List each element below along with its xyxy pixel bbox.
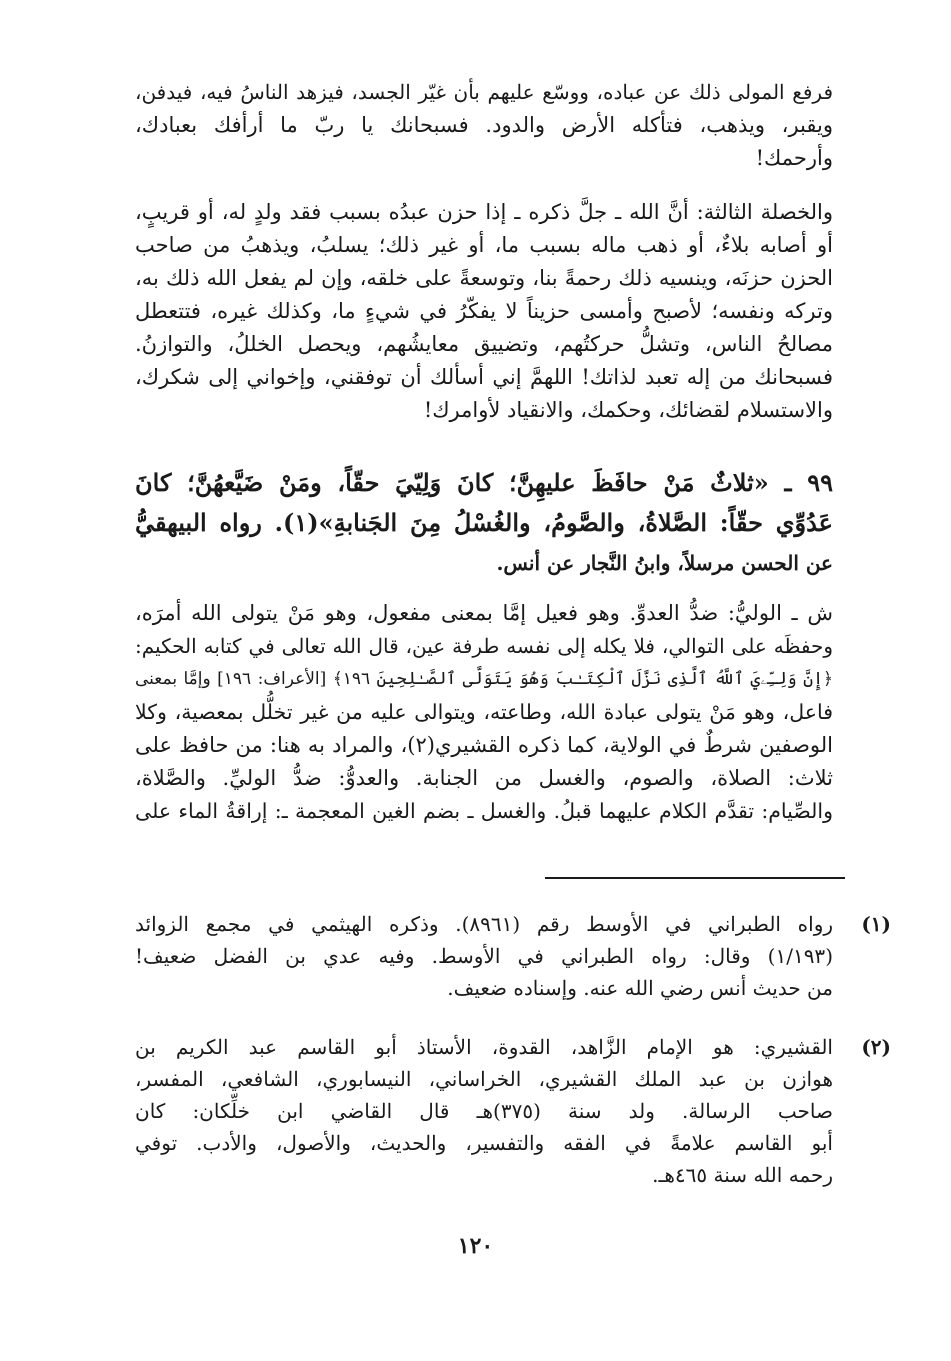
footnote-line: هوازن بن عبد الملك القشيري، الخراساني، النيسابوري، الشافعي، المفسر، bbox=[135, 1067, 833, 1091]
text-line: ثلاث: الصلاة، والصوم، والغسل من الجنابة. والعدوُّ: ضدُّ الوليِّ. والصَّلاة، bbox=[135, 766, 833, 790]
commentary bbox=[135, 597, 833, 828]
page-number: ١٢٠ bbox=[457, 1233, 494, 1259]
text-line: والاستسلام لقضائك، وحكمك، والانقياد لأوامرك! bbox=[423, 398, 833, 422]
footnote-separator bbox=[545, 877, 845, 879]
text-line: والخصلة الثالثة: أنَّ الله ـ جلَّ ذكره ـ إذا حزن عبدُه بسبب فقد ولدٍ له، أو قريبٍ، bbox=[135, 200, 833, 224]
footnote-2 bbox=[135, 1031, 891, 1191]
paragraph-2 bbox=[135, 196, 833, 427]
footnote-1 bbox=[135, 908, 891, 1004]
footnote-line: صاحب الرسالة. ولد سنة (٣٧٥)هـ قال القاضي ابن خلِّكان: كان bbox=[135, 1099, 833, 1123]
text-line: ويقبر، ويذهب، فتأكله الأرض والدود. فسبحانك يا ربّ ما أرأفك بعبادك، bbox=[135, 113, 833, 137]
footnote-marker: (١) bbox=[861, 912, 891, 936]
text-line: فرفع المولى ذلك عن عباده، ووسّع عليهم بأن غيّر الجسد، فيزهد الناسُ فيه، فيدفن، bbox=[135, 80, 833, 104]
text-line: ش ـ الوليُّ: ضدُّ العدوِّ. وهو فعيل إمَّا بمعنى مفعول، وهو مَنْ يتولى الله أمرَه، bbox=[135, 601, 833, 625]
text-line: وأرحمك! bbox=[755, 146, 833, 170]
footnote-line: (١/١٩٣) وقال: رواه الطبراني في الأوسط. وفيه عدي بن الفضل ضعيف! bbox=[135, 944, 833, 968]
footnote-marker: (٢) bbox=[861, 1035, 891, 1059]
quran-verse-line: ﴿إِنَّ وَلِـِّۦيَ ٱللَّهُ ٱلَّذِى نَزَّلَ ٱلْكِتَـٰبَ وَهُوَ يَتَوَلَّى ٱلصَّـٰلِحِينَ ١٩٦﴾ [الأعراف: ١٩٦] وإمَّا بمعنى bbox=[135, 669, 833, 689]
hadith-99 bbox=[135, 463, 833, 583]
text-line: الوصفين شرطٌ في الولاية، كما ذكره القشيري(٢)، والمراد به هنا: من حافظ على bbox=[135, 733, 833, 757]
hadith-line: ٩٩ ـ «ثلاثٌ مَنْ حافَظَ عليهِنَّ؛ كانَ وَلِيّيَ حقّاً، ومَنْ ضَيَّعهُنَّ؛ كانَ bbox=[135, 468, 833, 497]
text-line: والصِّيام: تقدَّم الكلام عليهما قبلُ. والغسل ـ بضم الغين المعجمة ـ: إراقةُ الماء على bbox=[135, 799, 833, 823]
footnote-line: من حديث أنس رضي الله عنه. وإسناده ضعيف. bbox=[447, 976, 833, 1000]
text-line: فسبحانك من إله تعبد لذاتك! اللهمَّ إني أسألك أن توفقني، وإخواني إلى شكرك، bbox=[135, 365, 833, 389]
text-line: مصالحُ الناس، وتشلُّ حركتُهم، وتضييق معايشُهم، ويحصل الخللُ، والتوازنُ. bbox=[135, 332, 833, 356]
paragraph-1 bbox=[135, 76, 833, 175]
text-line: الحزن حزنَه، وينسيه ذلك رحمةً بنا، وتوسعةً على خلقه، وإن لم يفعل الله ذلك به، bbox=[135, 266, 833, 290]
footnote-line: رواه الطبراني في الأوسط رقم (٨٩٦١). وذكره الهيثمي في مجمع الزوائد bbox=[135, 912, 834, 936]
text-line: وتركه ونفسه؛ لأصبح وأمسى حزيناً لا يفكّرُ في شيءٍ ما، وكذلك غيره، فتتعطل bbox=[135, 299, 833, 323]
hadith-line: عن الحسن مرسلاً، وابنُ النَّجار عن أنس. bbox=[496, 551, 833, 575]
text-line: أو أصابه بلاءٌ، أو ذهب ماله بسبب ما، أو غير ذلك؛ يسلبُ، ويذهبُ من صاحب bbox=[135, 233, 833, 257]
text-line: فاعل، وهو مَنْ يتولى عبادة الله، وطاعته، ويتوالى عليه من غير تخلُّل بمعصية، وكلا bbox=[135, 700, 833, 724]
footnote-line: أبو القاسم علامةً في الفقه والتفسير، والحديث، والأصول، والأدب. توفي bbox=[135, 1131, 833, 1155]
hadith-line: عَدُوِّي حقّاً: الصَّلاةُ، والصَّومُ، والغُسْلُ مِنَ الجَنابةِ»(١). رواه البيهقيُّ bbox=[135, 508, 834, 537]
footnote-line: القشيري: هو الإمام الزَّاهد، القدوة، الأستاذ أبو القاسم عبد الكريم بن bbox=[135, 1035, 833, 1059]
footnote-line: رحمه الله سنة ٤٦٥هـ. bbox=[652, 1163, 833, 1187]
text-line: وحفظَه على التوالي، فلا يكله إلى نفسه طرفة عين، قال الله تعالى في كتابه الحكيم: bbox=[135, 634, 833, 658]
